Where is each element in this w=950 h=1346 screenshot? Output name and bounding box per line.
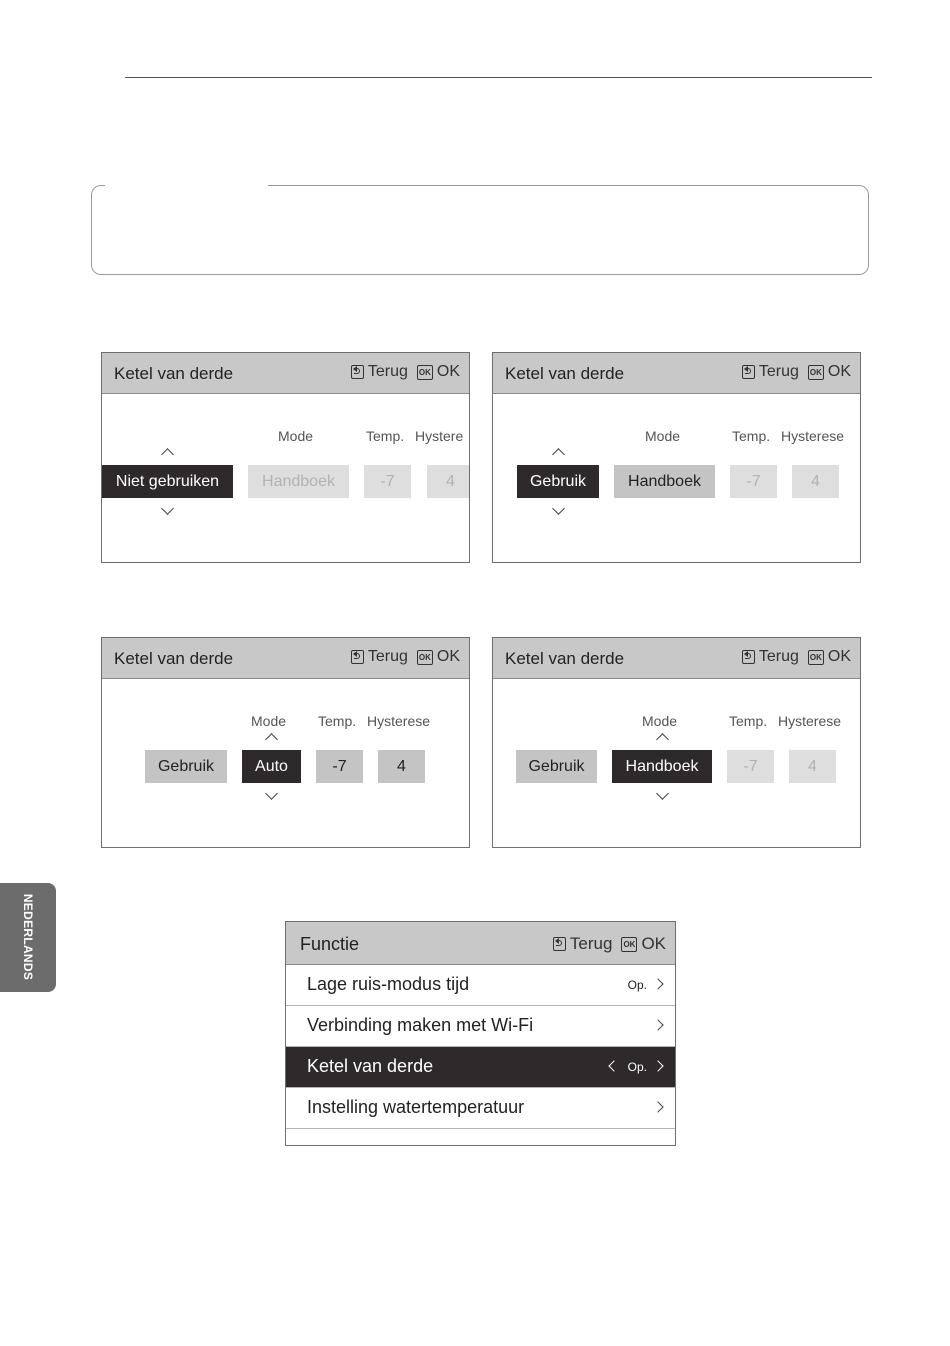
temp-label: Temp.: [366, 428, 405, 444]
screen-step-2: [492, 352, 861, 563]
screen-header: [493, 353, 860, 394]
header-actions: [742, 648, 851, 666]
chevron-right-icon: [652, 1101, 663, 1112]
row-label: Instelling watertemperatuur: [307, 1097, 525, 1117]
chevron-right-icon[interactable]: [652, 1060, 663, 1071]
back-icon[interactable]: [553, 937, 566, 951]
hysterese-label: Hysterese: [778, 713, 842, 729]
hysterese-label: Hysterese: [367, 713, 431, 729]
menu-row-wifi[interactable]: [286, 1006, 675, 1047]
status-selector[interactable]: Gebruik: [145, 750, 227, 783]
chevron-right-icon: [652, 1019, 663, 1030]
ok-icon[interactable]: OK: [621, 937, 637, 952]
hysterese-selector[interactable]: 4: [792, 465, 839, 498]
screen-title: Ketel van derde: [505, 649, 625, 668]
hysterese-selector[interactable]: 4: [427, 465, 470, 498]
mode-selector[interactable]: Handboek: [614, 465, 715, 498]
temp-label: Temp.: [732, 428, 771, 444]
temp-selector[interactable]: -7: [730, 465, 777, 498]
header-actions: [553, 934, 666, 954]
mode-selector[interactable]: Handboek: [248, 465, 349, 498]
temp-label: Temp.: [729, 713, 768, 729]
row-label: Ketel van derde: [307, 1056, 434, 1076]
temp-selector[interactable]: -7: [727, 750, 774, 783]
back-icon[interactable]: [742, 365, 755, 379]
function-menu: [285, 921, 676, 1146]
temp-selector[interactable]: -7: [364, 465, 411, 498]
mode-selector[interactable]: Auto: [242, 750, 301, 783]
hysterese-selector[interactable]: 4: [378, 750, 425, 783]
menu-row-ketel-van-derde[interactable]: [286, 1047, 675, 1088]
screen-header: [102, 353, 469, 394]
chevron-down-icon[interactable]: [552, 502, 565, 515]
row-label: Verbinding maken met Wi-Fi: [307, 1015, 534, 1035]
temp-selector[interactable]: -7: [316, 750, 363, 783]
back-label[interactable]: Terug: [367, 363, 408, 380]
menu-header: [286, 922, 675, 965]
back-icon[interactable]: [742, 650, 755, 664]
screen-title: Ketel van derde: [505, 364, 625, 383]
ok-label[interactable]: OK: [641, 934, 666, 953]
screen-title: Ketel van derde: [114, 364, 234, 383]
row-value: Op.: [627, 978, 647, 992]
chevron-up-icon[interactable]: [552, 448, 565, 461]
page-top-rule: [125, 77, 872, 78]
menu-row-lage-ruis[interactable]: [286, 965, 675, 1006]
hysterese-label: Hysterese: [781, 428, 845, 444]
header-actions: [351, 363, 460, 381]
mode-label: Mode: [251, 713, 287, 729]
chevron-down-icon[interactable]: [656, 787, 669, 800]
mode-label: Mode: [642, 713, 678, 729]
status-selector[interactable]: Gebruik: [516, 750, 597, 783]
mode-selector[interactable]: Handboek: [612, 750, 712, 783]
row-label: Lage ruis-modus tijd: [307, 974, 470, 994]
status-selector[interactable]: Gebruik: [517, 465, 599, 498]
chevron-up-icon[interactable]: [265, 733, 278, 746]
ok-label[interactable]: OK: [436, 648, 460, 665]
screen-header: [102, 638, 469, 679]
row-value: Op.: [627, 1060, 647, 1074]
mode-label: Mode: [645, 428, 681, 444]
menu-title: Functie: [300, 934, 360, 954]
chevron-up-icon[interactable]: [656, 733, 669, 746]
screen-step-3: [101, 637, 470, 848]
mode-label: Mode: [278, 428, 314, 444]
screen-title: Ketel van derde: [114, 649, 234, 668]
temp-label: Temp.: [318, 713, 357, 729]
chevron-left-icon[interactable]: [608, 1060, 619, 1071]
ok-label[interactable]: OK: [827, 363, 851, 380]
back-label[interactable]: Terug: [758, 648, 799, 665]
back-label[interactable]: Terug: [758, 363, 799, 380]
back-label[interactable]: Terug: [367, 648, 408, 665]
screen-step-4: [492, 637, 861, 848]
ok-label[interactable]: OK: [436, 363, 460, 380]
header-actions: [742, 363, 851, 381]
ok-icon[interactable]: OK: [417, 650, 433, 665]
chevron-down-icon[interactable]: [265, 787, 278, 800]
note-box-title-gap: [105, 180, 268, 192]
back-icon[interactable]: [351, 365, 364, 379]
note-box: [91, 185, 869, 275]
back-icon[interactable]: [351, 650, 364, 664]
screen-header: [493, 638, 860, 679]
ok-icon[interactable]: OK: [808, 365, 824, 380]
language-label: NEDERLANDS: [21, 893, 35, 981]
hysterese-label: Hystere: [415, 428, 464, 444]
screen-step-1: [101, 352, 470, 563]
status-selector[interactable]: Niet gebruiken: [102, 465, 233, 498]
ok-label[interactable]: OK: [827, 648, 851, 665]
hysterese-selector[interactable]: 4: [789, 750, 836, 783]
chevron-down-icon[interactable]: [161, 502, 174, 515]
header-actions: [351, 648, 460, 666]
chevron-up-icon[interactable]: [161, 448, 174, 461]
chevron-right-icon: [652, 978, 663, 989]
ok-icon[interactable]: OK: [417, 365, 433, 380]
language-side-tab: [0, 883, 56, 992]
back-label[interactable]: Terug: [569, 934, 613, 953]
ok-icon[interactable]: OK: [808, 650, 824, 665]
menu-row-watertemperatuur[interactable]: [286, 1088, 675, 1129]
